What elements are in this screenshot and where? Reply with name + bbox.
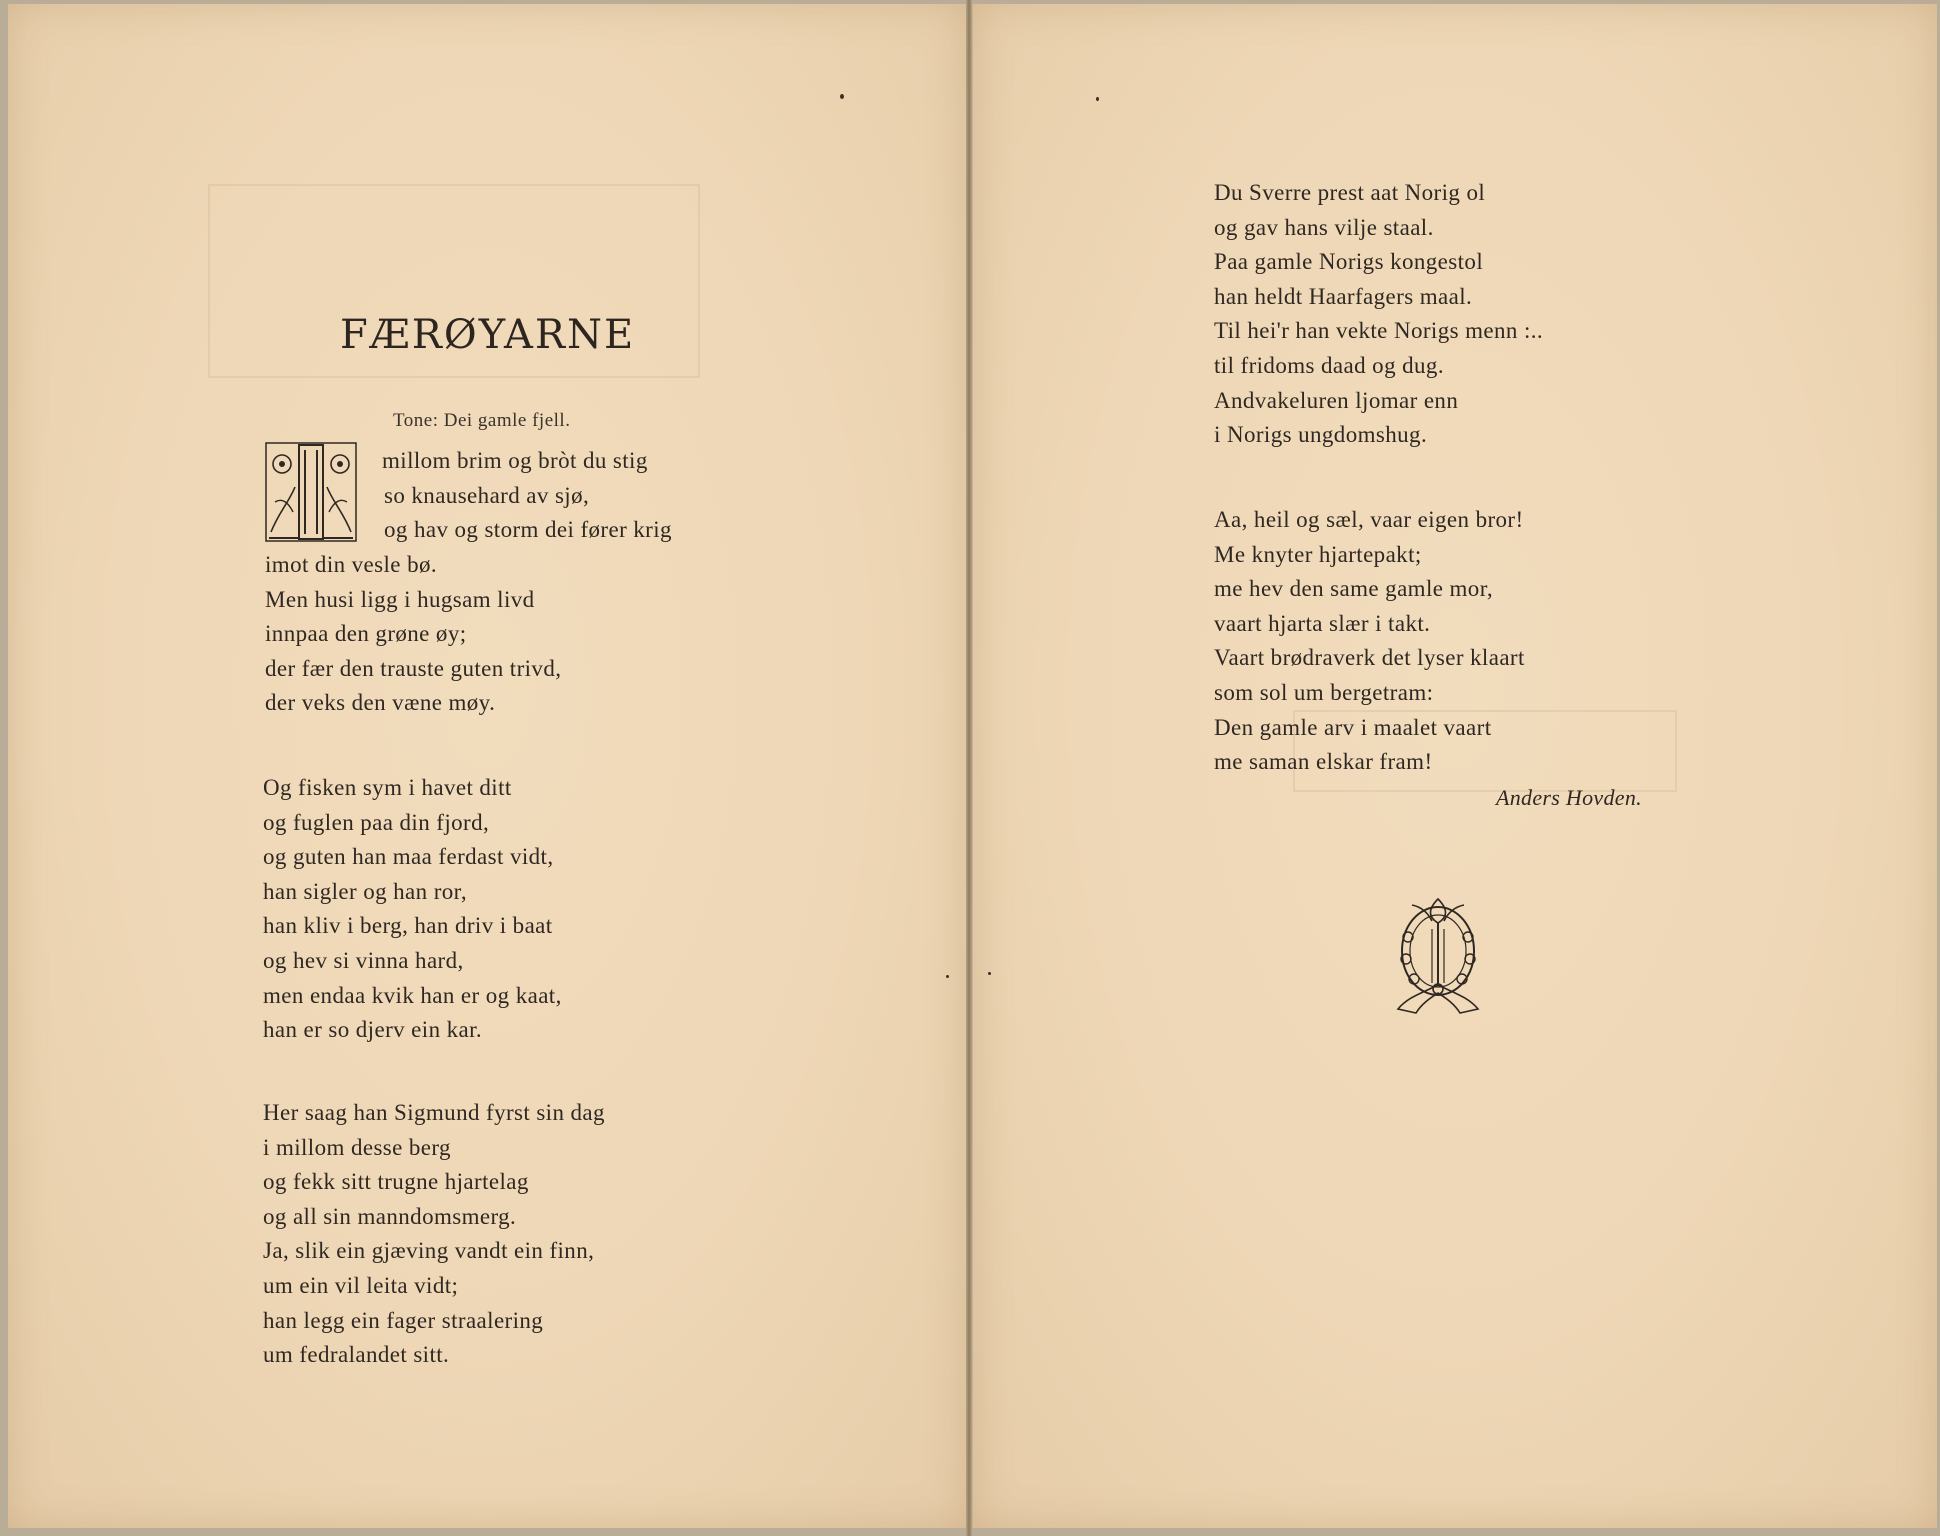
stanza-4 (1214, 176, 1543, 453)
tune-note: Tone: Dei gamle fjell. (393, 410, 571, 431)
verse-line: han er so djerv ein kar. (263, 1017, 483, 1043)
verse-line: der veks den væne møy. (265, 690, 496, 716)
stanza-3 (263, 1096, 605, 1373)
stanza-1-opening (265, 444, 672, 548)
verse-line: og hev si vinna hard, (263, 947, 464, 973)
stanza-5 (1214, 503, 1525, 780)
book-gutter (966, 0, 972, 1536)
verse-line: og all sin manndomsmerg. (263, 1203, 517, 1229)
verse-line: i millom desse berg (263, 1134, 451, 1160)
verse-line: og guten han maa ferdast vidt, (263, 844, 554, 870)
verse-line: Men husi ligg i hugsam livd (265, 586, 535, 612)
verse-line: i Norigs ungdomshug. (1214, 422, 1428, 448)
verse-line: og fuglen paa din fjord, (263, 809, 490, 835)
stanza-2 (263, 771, 562, 1048)
stanza-1 (265, 548, 561, 721)
verse-line: Du Sverre prest aat Norig ol (1214, 180, 1486, 205)
verse-line: Vaart brødraverk det lyser klaart (1214, 645, 1525, 671)
verse-line: han heldt Haarfagers maal. (1214, 283, 1473, 309)
verse-line: um fedralandet sitt. (263, 1342, 450, 1368)
verse-line: han legg ein fager straalering (263, 1307, 544, 1333)
verse-line: han sigler og han ror, (263, 878, 467, 904)
verse-line: som sol um bergetram: (1214, 679, 1434, 705)
verse-line: der fær den trauste guten trivd, (265, 655, 562, 681)
verse-line: innpaa den grøne øy; (265, 621, 467, 647)
verse-line: han kliv i berg, han driv i baat (263, 913, 553, 939)
ink-speck (1096, 97, 1099, 101)
verse-line: Den gamle arv i maalet vaart (1214, 714, 1492, 740)
verse-line: um ein vil leita vidt; (263, 1272, 459, 1298)
floral-tailpiece-icon (1392, 893, 1484, 1017)
verse-line: til fridoms daad og dug. (1214, 352, 1444, 378)
verse-line: Andvakeluren ljomar enn (1214, 387, 1459, 413)
verse-line: imot din vesle bø. (265, 552, 438, 577)
verse-line: men endaa kvik han er og kaat, (263, 982, 562, 1008)
verse-line: vaart hjarta slær i takt. (1214, 610, 1431, 636)
verse-line: Og fisken sym i havet ditt (263, 775, 512, 800)
verse-line: og gav hans vilje staal. (1214, 214, 1434, 240)
verse-line: Her saag han Sigmund fyrst sin dag (263, 1100, 605, 1125)
verse-line: og fekk sitt trugne hjartelag (263, 1169, 529, 1195)
verse-line: millom brim og bròt du stig (382, 448, 648, 473)
verse-line: Me knyter hjartepakt; (1214, 541, 1422, 567)
verse-line: Paa gamle Norigs kongestol (1214, 249, 1484, 275)
verse-line: Aa, heil og sæl, vaar eigen bror! (1214, 507, 1524, 532)
verse-line: Ja, slik ein gjæving vandt ein finn, (263, 1238, 595, 1264)
verse-line: so knausehard av sjø, (384, 482, 590, 508)
verse-line: og hav og storm dei fører krig (384, 517, 672, 543)
verse-line: me saman elskar fram! (1214, 749, 1433, 775)
author-signature: Anders Hovden. (1496, 785, 1642, 810)
ink-speck (988, 972, 991, 975)
verse-line: me hev den same gamle mor, (1214, 576, 1493, 602)
verse-line: Til hei'r han vekte Norigs menn :.. (1214, 318, 1544, 344)
ink-speck (840, 94, 844, 99)
ink-speck (946, 975, 949, 978)
poem-title: FÆRØYARNE (340, 312, 636, 358)
